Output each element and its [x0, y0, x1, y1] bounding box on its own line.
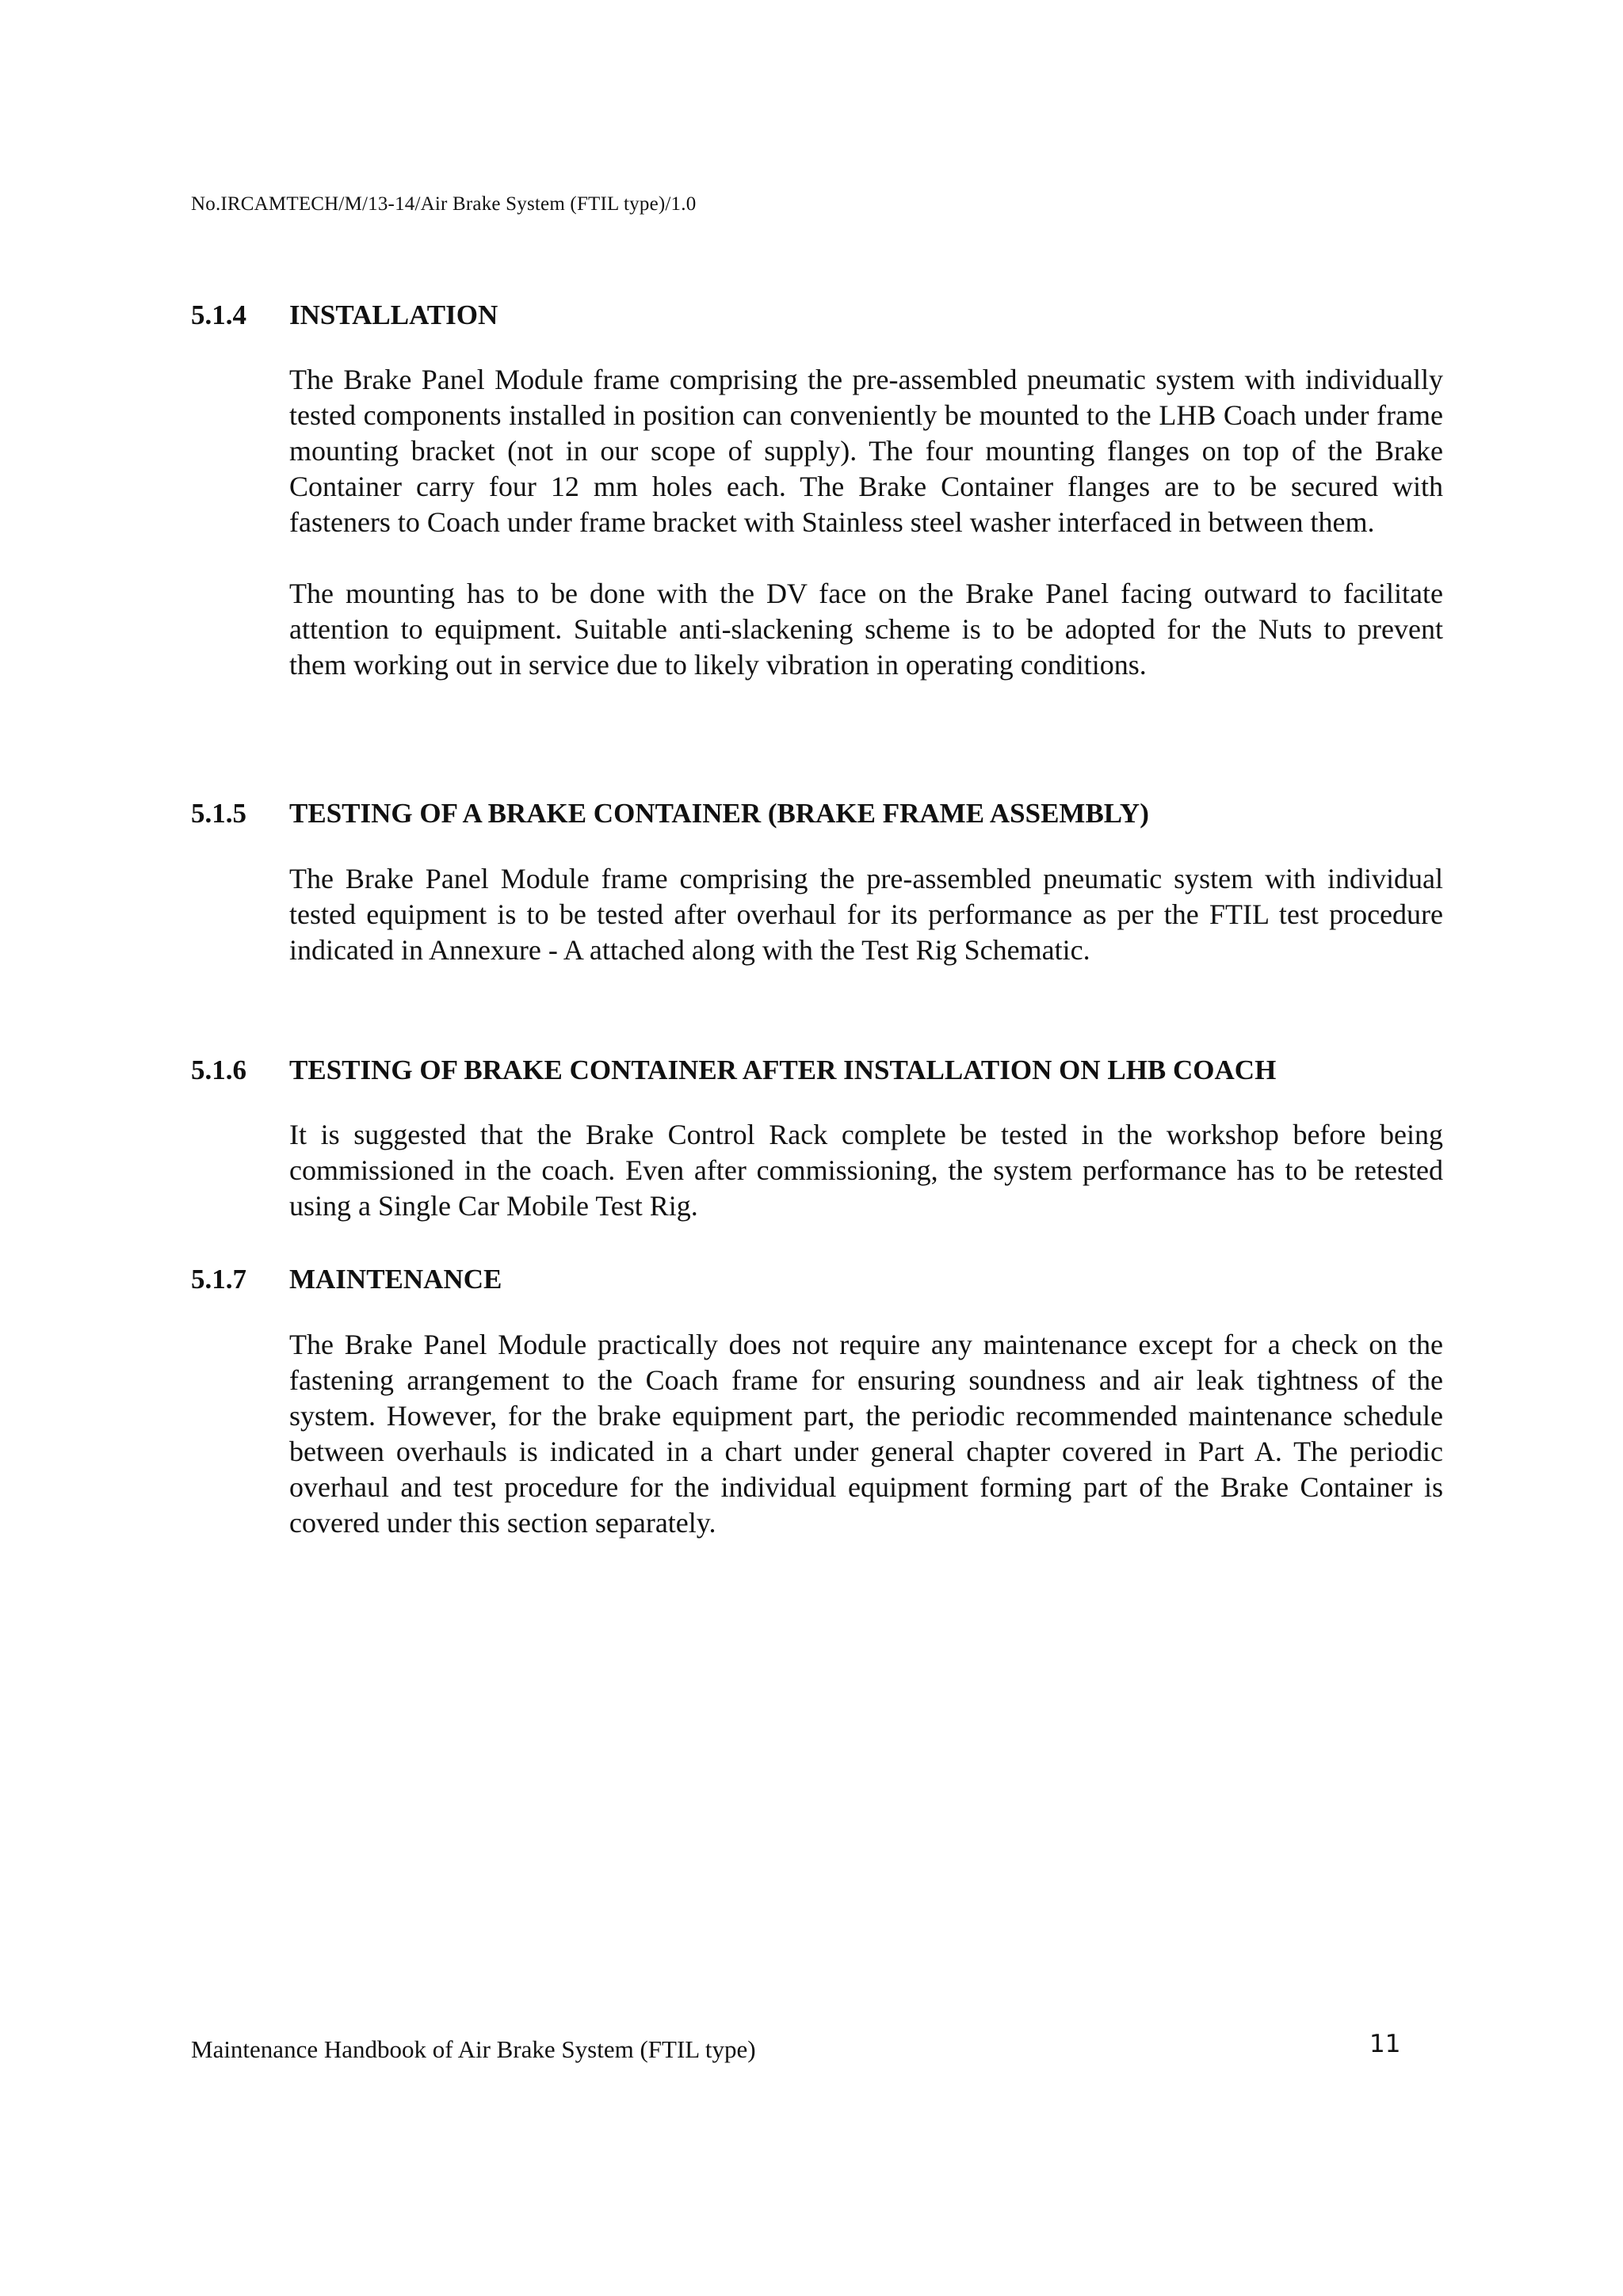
section-maintenance — [191, 1262, 1443, 1541]
section-title: TESTING OF BRAKE CONTAINER AFTER INSTALLATION ON LHB COACH — [289, 1055, 1277, 1085]
section-title: TESTING OF A BRAKE CONTAINER (BRAKE FRAME ASSEMBLY) — [289, 798, 1149, 829]
paragraph: It is suggested that the Brake Control Rack complete be tested in the workshop before being commissioned in the coach. Even after commissioning, the system performance has to be retested using a Single Car Mobile Test Rig. — [289, 1119, 1443, 1222]
section-number: 5.1.4 — [191, 299, 246, 330]
section-heading — [191, 796, 1443, 831]
section-number: 5.1.6 — [191, 1055, 246, 1085]
section-body — [289, 1117, 1443, 1224]
section-number: 5.1.5 — [191, 798, 246, 829]
document-reference: No.IRCAMTECH/M/13-14/Air Brake System (FTIL type)/1.0 — [191, 193, 697, 215]
section-heading — [191, 1262, 1443, 1297]
section-body — [289, 362, 1443, 683]
paragraph: The mounting has to be done with the DV face on the Brake Panel facing outward to facilitate attention to equipment. Suitable anti-slackening scheme is to be adopted for the Nuts to prevent them working out in service due to likely vibration in operating conditions. — [289, 578, 1443, 681]
section-heading — [191, 1053, 1443, 1088]
page-number: 11 — [1369, 2030, 1401, 2058]
section-title: INSTALLATION — [289, 299, 498, 330]
section-number: 5.1.7 — [191, 1264, 246, 1295]
section-body — [289, 1327, 1443, 1541]
section-body — [289, 861, 1443, 968]
section-title: MAINTENANCE — [289, 1264, 502, 1295]
footer-title: Maintenance Handbook of Air Brake System (FTIL type) — [191, 2035, 756, 2063]
paragraph: The Brake Panel Module practically does not require any maintenance except for a check on the fastening arrangement to the Coach frame for ensuring soundness and air leak tightness of the system. However, for the brake equipment part, the periodic recommended maintenance schedule between overhauls is indicated in a chart under general chapter covered in Part A. The periodic overhaul and test procedure for the individual equipment forming part of the Brake Container is covered under this section separately. — [289, 1329, 1443, 1539]
paragraph: The Brake Panel Module frame comprising the pre-assembled pneumatic system with individually tested components installed in position can conveniently be mounted to the LHB Coach under frame mounting bracket (not in our scope of supply). The four mounting flanges on top of the Brake Container carry four 12 mm holes each. The Brake Container flanges are to be secured with fasteners to Coach under frame bracket with Stainless steel washer interfaced in between them. — [289, 364, 1443, 538]
section-testing-after-installation — [191, 1053, 1443, 1224]
paragraph: The Brake Panel Module frame comprising the pre-assembled pneumatic system with individual tested equipment is to be tested after overhaul for its performance as per the FTIL test procedure indicated in Annexure - A attached along with the Test Rig Schematic. — [289, 863, 1443, 966]
section-testing-brake-container — [191, 796, 1443, 968]
section-installation — [191, 298, 1443, 683]
section-heading — [191, 298, 1443, 333]
